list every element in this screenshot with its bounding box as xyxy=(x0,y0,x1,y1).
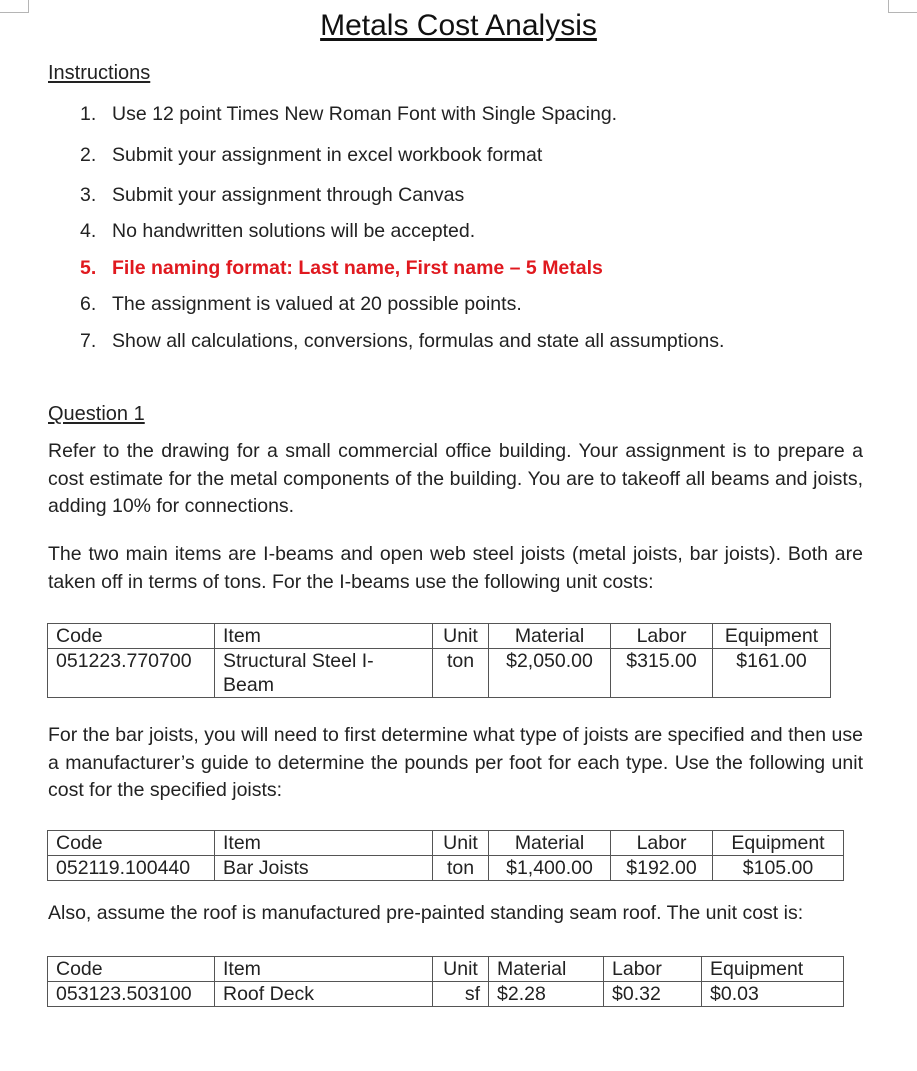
cell-material: $2,050.00 xyxy=(489,649,611,698)
item-number: 6. xyxy=(80,293,97,315)
page-title: Metals Cost Analysis xyxy=(320,9,597,42)
column-header-labor: Labor xyxy=(611,624,713,649)
column-header-code: Code xyxy=(48,831,215,856)
question-paragraph-2: The two main items are I-beams and open web steel joists (metal joists, bar joists). Both are taken off in terms of tons. For the I-beams use the following unit costs: xyxy=(48,543,863,593)
ibeam-cost-table xyxy=(47,623,831,698)
column-header-item: Item xyxy=(215,831,433,856)
item-text: The assignment is valued at 20 possible points. xyxy=(112,293,522,315)
item-text: Show all calculations, conversions, formulas and state all assumptions. xyxy=(112,330,725,352)
column-header-equipment: Equipment xyxy=(702,957,844,982)
column-header-material: Material xyxy=(489,957,604,982)
column-header-item: Item xyxy=(215,624,433,649)
item-number: 2. xyxy=(80,144,97,166)
cell-unit: ton xyxy=(433,649,489,698)
question-paragraph-4: Also, assume the roof is manufactured pre-painted standing seam roof. The unit cost is: xyxy=(48,902,804,924)
item-text: Use 12 point Times New Roman Font with Single Spacing. xyxy=(112,103,618,125)
question-heading: Question 1 xyxy=(48,403,145,425)
instruction-item-file-naming xyxy=(80,257,603,280)
column-header-item: Item xyxy=(215,957,433,982)
item-text: File naming format: Last name, First name – 5 Metals xyxy=(112,257,603,279)
column-header-labor: Labor xyxy=(604,957,702,982)
item-number: 1. xyxy=(80,103,97,125)
column-header-material: Material xyxy=(489,624,611,649)
cell-item: Bar Joists xyxy=(215,856,433,881)
cell-item: Structural Steel I-Beam xyxy=(215,649,433,698)
cell-equipment: $0.03 xyxy=(702,982,844,1007)
instruction-item xyxy=(80,220,475,243)
column-header-material: Material xyxy=(489,831,611,856)
cell-unit: sf xyxy=(433,982,489,1007)
instruction-item xyxy=(80,293,522,316)
cell-labor: $0.32 xyxy=(604,982,702,1007)
question-paragraph-1: Refer to the drawing for a small commercial office building. Your assignment is to prepare a cost estimate for the metal components of the building. You are to takeoff all beams and joists, adding 10% for connections. xyxy=(48,440,863,517)
column-header-unit: Unit xyxy=(433,624,489,649)
item-number: 7. xyxy=(80,330,97,352)
item-text: No handwritten solutions will be accepted. xyxy=(112,220,476,242)
instruction-item xyxy=(80,184,464,207)
instructions-heading: Instructions xyxy=(48,62,151,84)
column-header-unit: Unit xyxy=(433,957,489,982)
table-row xyxy=(48,856,844,881)
cell-item: Roof Deck xyxy=(215,982,433,1007)
cell-material: $1,400.00 xyxy=(489,856,611,881)
column-header-code: Code xyxy=(48,957,215,982)
cell-equipment: $161.00 xyxy=(713,649,831,698)
table-header-row xyxy=(48,624,831,649)
item-text: Submit your assignment through Canvas xyxy=(112,184,465,206)
item-number: 4. xyxy=(80,220,97,242)
cell-code: 051223.770700 xyxy=(48,649,215,698)
column-header-equipment: Equipment xyxy=(713,624,831,649)
item-number: 5. xyxy=(80,257,97,279)
table-header-row xyxy=(48,957,844,982)
cell-equipment: $105.00 xyxy=(713,856,844,881)
bar-joist-cost-table xyxy=(47,830,844,881)
instruction-item xyxy=(80,103,617,126)
table-header-row xyxy=(48,831,844,856)
question-paragraph-3: For the bar joists, you will need to first determine what type of joists are specified and then use a manufacturer’s guide to determine the pounds per foot for each type. Use the following unit cost for the specified joists: xyxy=(48,724,863,801)
column-header-unit: Unit xyxy=(433,831,489,856)
instruction-item xyxy=(80,330,724,353)
cell-unit: ton xyxy=(433,856,489,881)
column-header-code: Code xyxy=(48,624,215,649)
instruction-item xyxy=(80,144,542,167)
cell-code: 052119.100440 xyxy=(48,856,215,881)
roof-deck-cost-table xyxy=(47,956,844,1007)
item-number: 3. xyxy=(80,184,97,206)
cell-labor: $192.00 xyxy=(611,856,713,881)
cell-material: $2.28 xyxy=(489,982,604,1007)
cell-labor: $315.00 xyxy=(611,649,713,698)
column-header-labor: Labor xyxy=(611,831,713,856)
table-row xyxy=(48,649,831,698)
table-row xyxy=(48,982,844,1007)
column-header-equipment: Equipment xyxy=(713,831,844,856)
item-text: Submit your assignment in excel workbook format xyxy=(112,144,543,166)
cell-code: 053123.503100 xyxy=(48,982,215,1007)
